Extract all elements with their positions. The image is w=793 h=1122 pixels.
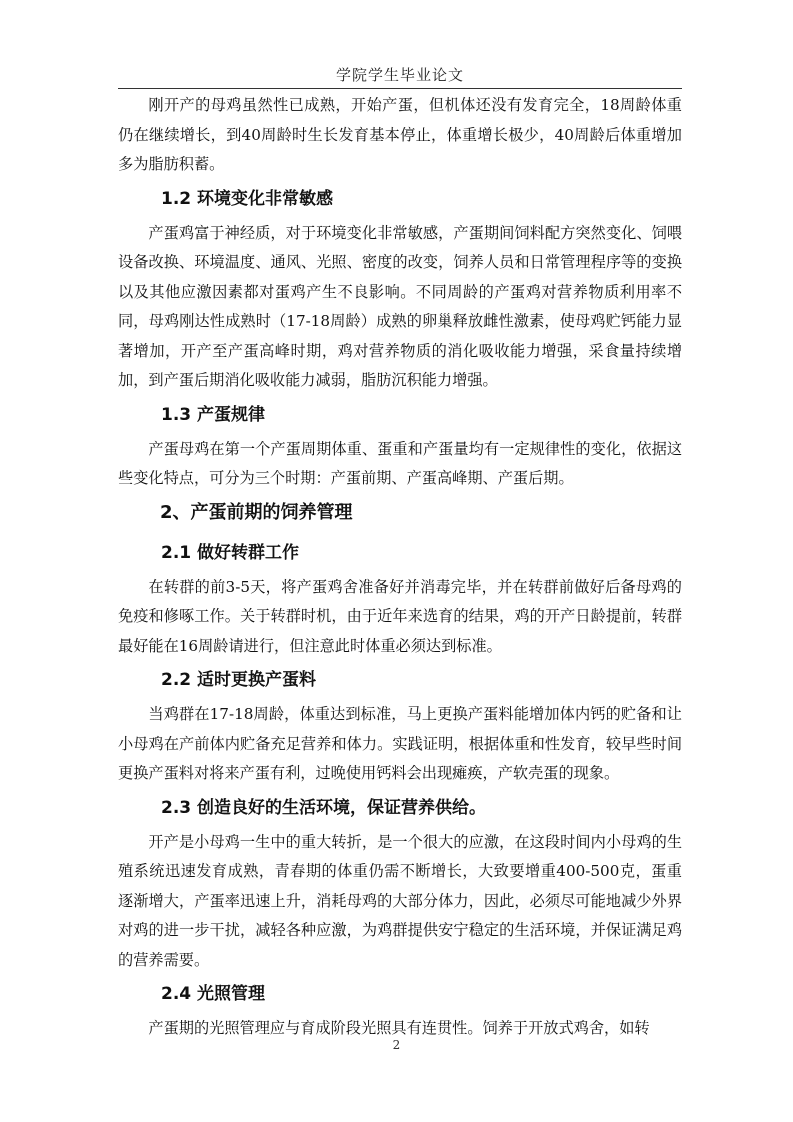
- section-heading: 2.2 适时更换产蛋料: [161, 670, 317, 690]
- chapter-heading: 2、产蛋前期的饲养管理: [160, 501, 353, 523]
- running-header: 学院学生毕业论文: [335, 66, 464, 84]
- page-number: 2: [392, 1038, 401, 1052]
- paragraph: 产蛋鸡富于神经质，对于环境变化非常敏感，产蛋期间饲料配方突然变化、饲喂设备改换、环境温度、通风、光照、密度的改变，饲养人员和日常管理程序等的变换以及其他应激因素都对蛋鸡产生不良影响。不同周龄的产蛋鸡对营养物质利用率不同，母鸡刚达性成熟时（17-18周龄）成熟的卵巢释放雌性激素，使母鸡贮钙能力显著增加，开产至产蛋高峰时期，鸡对营养物质的消化吸收能力增强，采食量持续增加，到产蛋后期消化吸收能力减弱，脂肪沉积能力增强。: [118, 223, 682, 389]
- paragraph: 刚开产的母鸡虽然性已成熟，开始产蛋，但机体还没有发育完全，18周龄体重仍在继续增长，到40周龄时生长发育基本停止，体重增长极少，40周龄后体重增加多为脂肪积蓄。: [118, 96, 682, 173]
- header-divider: [118, 88, 682, 89]
- paragraph: 在转群的前3-5天，将产蛋鸡舍准备好并消毒完毕，并在转群前做好后备母鸡的免疫和修啄工作。关于转群时机，由于近年来选育的结果，鸡的开产日龄提前，转群最好能在16周龄请进行，但注意此时体重必须达到标准。: [118, 577, 682, 655]
- page-body: [118, 91, 682, 1044]
- section-heading: 2.3 创造良好的生活环境，保证营养供给。: [161, 797, 487, 818]
- paragraph: 开产是小母鸡一生中的重大转折，是一个很大的应激，在这段时间内小母鸡的生殖系统迅速发育成熟，青春期的体重仍需不断增长，大致要增重400-500克，蛋重逐渐增大，产蛋率迅速上升，消耗母鸡的大部分体力，因此，必须尽可能地减少外界对鸡的进一步干扰，减轻各种应激，为鸡群提供安宁稳定的生活环境，并保证满足鸡的营养需要。: [118, 832, 682, 969]
- paragraph: 产蛋期的光照管理应与育成阶段光照具有连贯性。饲养于开放式鸡舍，如转: [148, 1019, 650, 1037]
- section-heading: 2.4 光照管理: [161, 984, 266, 1004]
- section-heading: 1.3 产蛋规律: [161, 404, 266, 425]
- section-heading: 2.1 做好转群工作: [161, 542, 300, 563]
- paragraph: 产蛋母鸡在第一个产蛋周期体重、蛋重和产蛋量均有一定规律性的变化，依据这些变化特点，可分为三个时期：产蛋前期、产蛋高峰期、产蛋后期。: [118, 439, 682, 487]
- section-heading: 1.2 环境变化非常敏感: [161, 188, 334, 209]
- paragraph: 当鸡群在17-18周龄，体重达到标准，马上更换产蛋料能增加体内钙的贮备和让小母鸡在产前体内贮备充足营养和体力。实践证明，根据体重和性发育，较早些时间更换产蛋料对将来产蛋有利，过晚使用钙料会出现瘫痪，产软壳蛋的现象。: [118, 705, 682, 782]
